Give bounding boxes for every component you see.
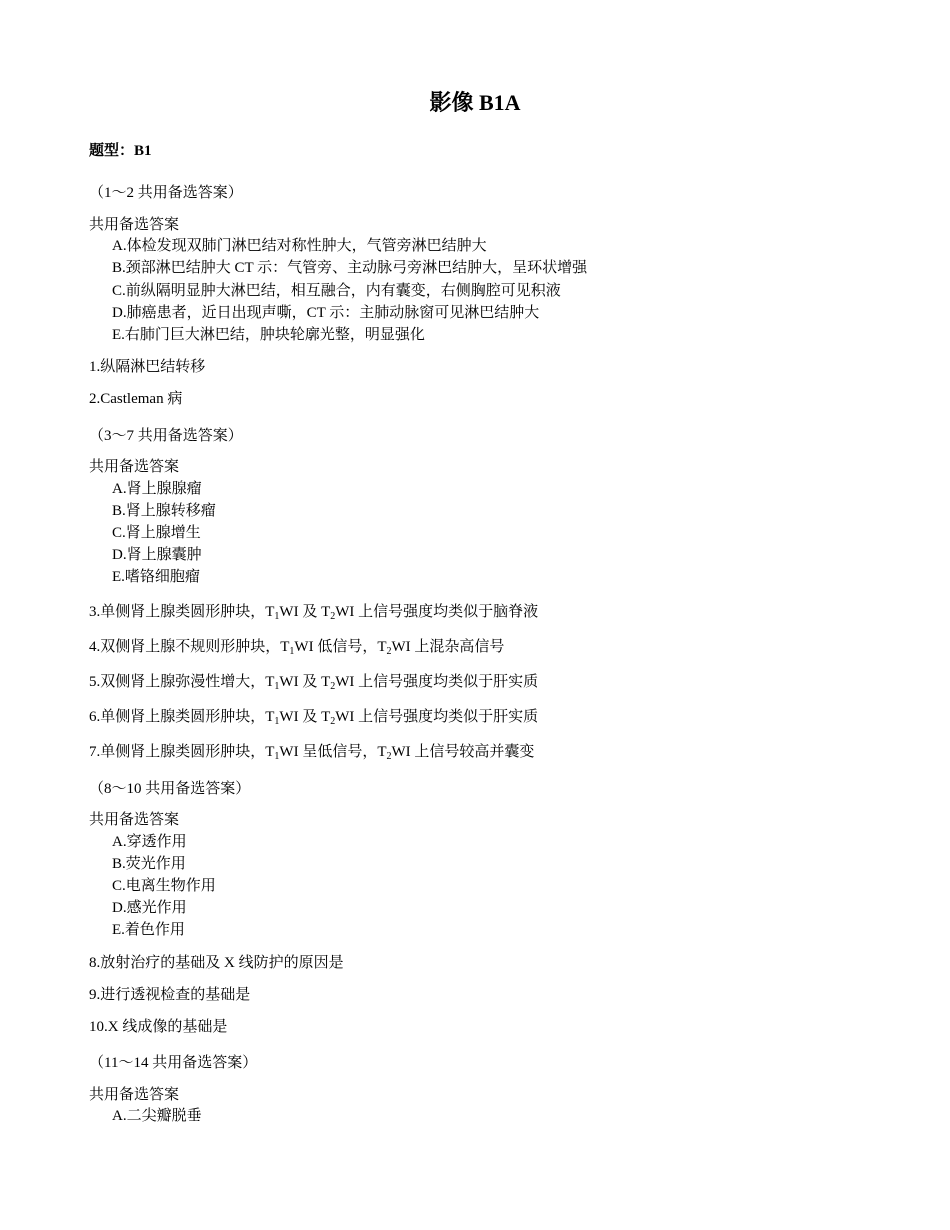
group-1-header: （1～2 共用备选答案）	[89, 185, 243, 201]
question-7: 7.单侧肾上腺类圆形肿块，$T_1WI$ 呈低信号，$T_2WI$ 上信号较高并囊变	[89, 744, 535, 762]
question-8: 8.放射治疗的基础及 X 线防护的原因是	[89, 955, 344, 971]
group-3-shared-label: 共用备选答案	[89, 812, 180, 828]
group-3-option-d: D.感光作用	[112, 900, 187, 916]
page-title: 影像 B1A	[429, 90, 521, 115]
group-4-header: （11～14 共用备选答案）	[89, 1055, 258, 1071]
question-10: 10.X 线成像的基础是	[89, 1019, 228, 1035]
question-4: 4.双侧肾上腺不规则形肿块，$T_1WI$ 低信号，$T_2WI$ 上混杂高信号	[89, 639, 505, 657]
group-2-option-c: C.肾上腺增生	[112, 525, 201, 541]
group-2-header: （3～7 共用备选答案）	[89, 428, 243, 444]
question-3: 3.单侧肾上腺类圆形肿块，$T_1WI$ 及 $T_2WI$ 上信号强度均类似于脑脊液	[89, 604, 539, 622]
group-1-option-e: E.右肺门巨大淋巴结，肿块轮廓光整，明显强化	[112, 327, 425, 343]
group-1-shared-label: 共用备选答案	[89, 217, 180, 233]
group-2-option-b: B.肾上腺转移瘤	[112, 503, 216, 519]
group-2-option-d: D.肾上腺囊肿	[112, 547, 202, 563]
question-6: 6.单侧肾上腺类圆形肿块，$T_1WI$ 及 $T_2WI$ 上信号强度均类似于肝实质	[89, 709, 539, 727]
group-1-option-c: C.前纵隔明显肿大淋巴结，相互融合，内有囊变，右侧胸腔可见积液	[112, 283, 561, 299]
question-5: 5.双侧肾上腺弥漫性增大，$T_1WI$ 及 $T_2WI$ 上信号强度均类似于肝实质	[89, 674, 539, 692]
group-2-option-e: E.嗜铬细胞瘤	[112, 569, 200, 585]
group-3-option-e: E.着色作用	[112, 922, 185, 938]
group-3-option-b: B.荧光作用	[112, 856, 186, 872]
group-3-header: （8～10 共用备选答案）	[89, 781, 251, 797]
question-9: 9.进行透视检查的基础是	[89, 987, 251, 1003]
group-1-option-b: B.颈部淋巴结肿大 CT 示：气管旁、主动脉弓旁淋巴结肿大，呈环状增强	[112, 260, 588, 276]
group-3-option-a: A.穿透作用	[112, 834, 187, 850]
group-3-option-c: C.电离生物作用	[112, 878, 216, 894]
question-2: 2.Castleman 病	[89, 391, 183, 407]
group-2-shared-label: 共用备选答案	[89, 459, 180, 475]
group-2-option-a: A.肾上腺腺瘤	[112, 481, 202, 497]
question-1: 1.纵隔淋巴结转移	[89, 359, 206, 375]
group-4-shared-label: 共用备选答案	[89, 1087, 180, 1103]
question-type: 题型：B1	[89, 143, 152, 159]
group-4-option-a: A.二尖瓣脱垂	[112, 1108, 202, 1124]
group-1-option-d: D.肺癌患者，近日出现声嘶，CT 示：主肺动脉窗可见淋巴结肿大	[112, 305, 540, 321]
group-1-option-a: A.体检发现双肺门淋巴结对称性肿大，气管旁淋巴结肿大	[112, 238, 487, 254]
